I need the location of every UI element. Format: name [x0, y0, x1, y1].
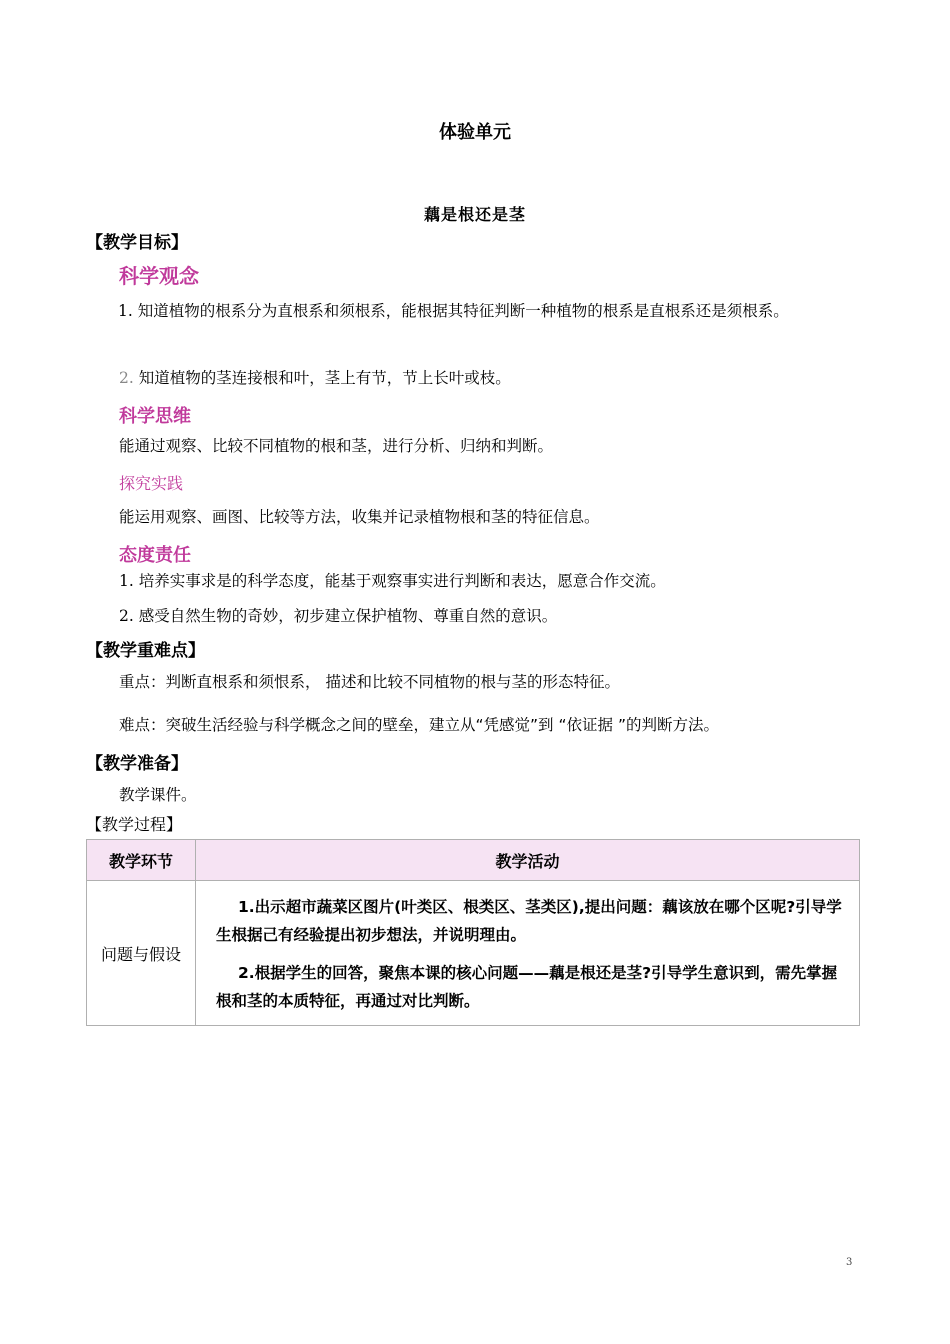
- science-concept-item-1: 1. 知道植物的根系分为直根系和须根系，能根据其特征判断一种植物的根系是直根系还是须根系。: [118, 302, 789, 320]
- item-2-text: 知道植物的茎连接根和叶，茎上有节，节上长叶或枝。: [133, 369, 511, 387]
- key-points-heading: 【教学重难点】: [86, 641, 205, 661]
- process-table: [86, 839, 860, 1026]
- activity-item-2: 2.根据学生的回答，聚焦本课的核心问题——藕是根还是茎?引导学生意识到，需先掌握根和茎的本质特征，再通过对比判断。: [216, 964, 838, 1010]
- attitude-item-2: 2. 感受自然生物的奇妙，初步建立保护植物、尊重自然的意识。: [119, 607, 558, 625]
- key-point-label: 重点：: [119, 673, 166, 691]
- table-header-row: [87, 840, 860, 881]
- key-point-rest: 描述和比较不同植物的根与茎的形态特征。: [320, 673, 620, 691]
- preparation-text: 教学课件。: [119, 786, 197, 804]
- inquiry-practice-text: 能运用观察、画图、比较等方法，收集并记录植物根和茎的特征信息。: [119, 508, 600, 526]
- key-point-text: [119, 668, 620, 696]
- unit-title: 体验单元: [439, 122, 511, 143]
- attitude-item-1: 1. 培养实事求是的科学态度，能基于观察事实进行判断和表达，愿意合作交流。: [119, 572, 666, 590]
- science-concept-heading: 科学观念: [119, 264, 199, 288]
- key-point-bold: 判断直根系和须恨系，: [165, 673, 321, 691]
- table-row: [87, 881, 860, 1026]
- col-activity-header: 教学活动: [196, 840, 860, 881]
- col-step-header: 教学环节: [87, 840, 196, 881]
- science-thinking-heading: 科学思维: [119, 406, 191, 427]
- difficulty-text: 难点：突破生活经验与科学概念之间的壁垒，建立从“凭感觉”到 “依证据 ”的判断方法。: [119, 716, 719, 734]
- process-heading: 【教学过程】: [86, 815, 183, 834]
- activity-item-1: 1.出示超市蔬菜区图片(叶类区、根类区、茎类区),提出问题：藕该放在哪个区呢?引导学生根据己有经验提出初步想法，并说明理由。: [216, 898, 842, 944]
- page-number: 3: [846, 1257, 853, 1268]
- activity-cell: [196, 881, 860, 1026]
- attitude-heading: 态度责任: [119, 545, 191, 566]
- objectives-heading: 【教学目标】: [86, 233, 188, 253]
- step-cell: 问题与假设: [87, 881, 196, 1026]
- item-2-number: 2.: [119, 369, 134, 387]
- preparation-heading: 【教学准备】: [86, 754, 188, 774]
- inquiry-practice-heading: 探究实践: [119, 474, 184, 493]
- lesson-title: 藕是根还是茎: [423, 205, 526, 224]
- science-thinking-text: 能通过观察、比较不同植物的根和茎，进行分析、归纳和判断。: [119, 437, 554, 455]
- science-concept-item-2: [119, 364, 511, 392]
